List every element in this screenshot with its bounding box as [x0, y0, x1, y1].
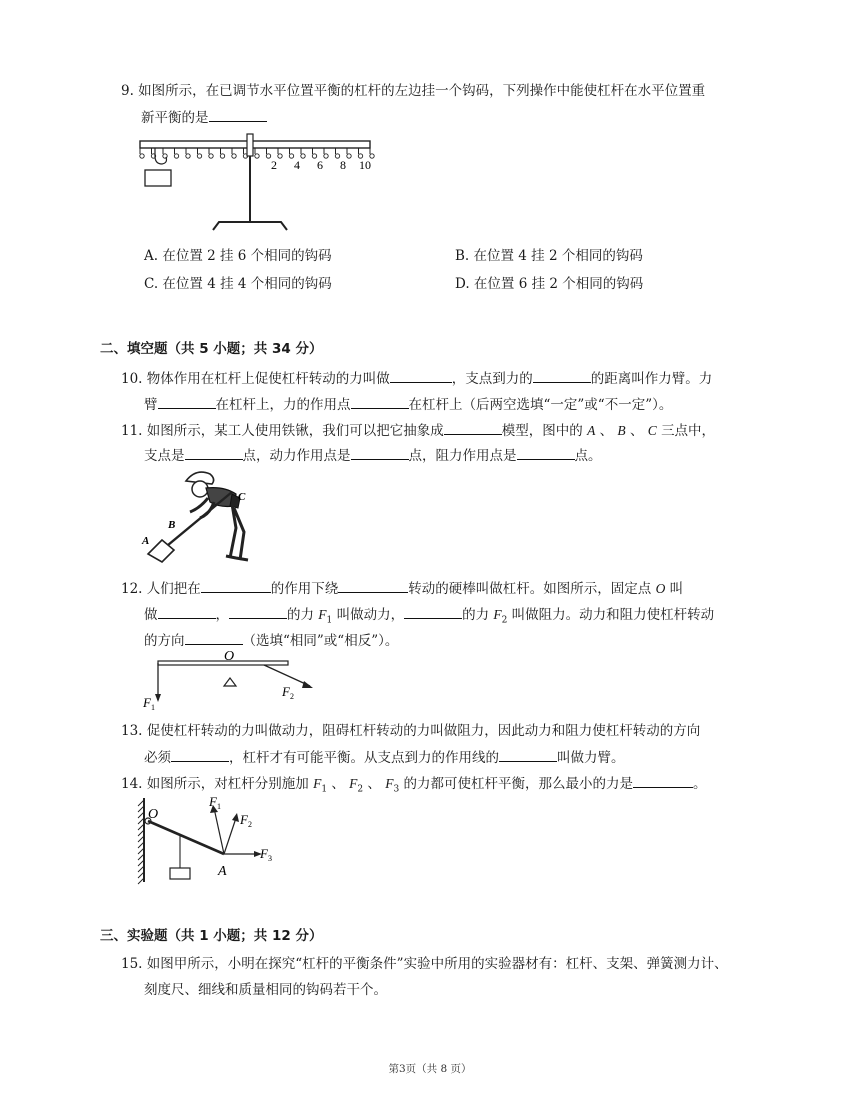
f2-arrowhead — [302, 681, 313, 688]
lever-bar — [158, 661, 288, 665]
f1-label-sub: 1 — [217, 802, 221, 811]
q12-line3: 的方向 （选填“相同”或“相反”）。 — [144, 630, 398, 650]
lever-hook-loop — [301, 154, 305, 158]
q13-line1: 13. 促使杠杆转动的力叫做动力，阻碍杠杆转动的力叫做阻力，因此动力和阻力使杠杆转动的方向 — [121, 723, 701, 739]
answer-blank — [201, 578, 271, 593]
lever-hook-loop — [324, 154, 328, 158]
f1-label-sub: 1 — [151, 703, 155, 712]
lever-hook-loop — [186, 154, 190, 158]
lever-hook-loop — [209, 154, 213, 158]
q9-option-c[interactable]: C. 在位置 4 挂 4 个相同的钩码 — [144, 276, 332, 292]
answer-blank — [229, 604, 287, 619]
lever-hook-loop — [140, 154, 144, 158]
point-a-label: A — [142, 535, 150, 547]
answer-blank — [185, 445, 243, 460]
q12-line2: 做 ， 的力 $F_1$ 叫做动力， 的力 $F_2$ 叫做阻力。动力和阻力使杠杆转动 — [144, 604, 714, 630]
worker-feet — [226, 556, 248, 560]
q9-stem-line2: 新平衡的是 — [141, 107, 267, 127]
f2-label: F — [282, 684, 290, 699]
answer-blank — [351, 445, 409, 460]
answer-blank — [158, 604, 216, 619]
weight-icon — [145, 170, 171, 186]
f1-arrowhead — [155, 694, 161, 702]
q9-option-b[interactable]: B. 在位置 4 挂 2 个相同的钩码 — [455, 248, 643, 264]
lever-bar — [140, 141, 370, 148]
lever-pivot-bracket — [247, 134, 253, 156]
q12-lever-figure — [142, 648, 322, 710]
answer-blank — [390, 368, 452, 383]
q14-line1: 14. 如图所示，对杠杆分别施加 $F_1$ 、 $F_2$ 、 $F_3$ 的力都可使杠杆平衡，那么最小的力是 。 — [121, 773, 707, 799]
q11-line1: 11. 如图所示，某工人使用铁锹，我们可以把它抽象成 模型，图中的 A 、 B 、 C 三点中， — [121, 420, 715, 440]
answer-blank — [404, 604, 462, 619]
point-b-label: B — [168, 519, 176, 531]
point-c-label: C — [238, 491, 246, 503]
f1-label: F — [143, 695, 151, 710]
point-a-label: A — [218, 864, 227, 879]
q11-line2: 支点是 点，动力作用点是 点，阻力作用点是 点。 — [144, 445, 602, 465]
answer-blank — [185, 630, 243, 645]
hook-icon — [155, 148, 167, 164]
lever-stand-base — [213, 222, 287, 230]
f3-label-sub: 3 — [268, 854, 272, 863]
section-2-heading: 二、填空题（共 5 小题；共 34 分） — [100, 341, 323, 357]
section-3-heading: 三、实验题（共 1 小题；共 12 分） — [100, 928, 323, 944]
page-footer: 第3页（共 8 页） — [388, 1063, 472, 1075]
f2-arrow — [264, 665, 310, 686]
q10-line1: 10. 物体作用在杠杆上促使杠杆转动的力叫做 ，支点到力的 的距离叫作力臂。力 — [121, 368, 712, 388]
lever-position-label: 6 — [317, 158, 323, 172]
f2-label-sub: 2 — [290, 692, 294, 701]
lever-hook-loop — [347, 154, 351, 158]
answer-blank — [533, 368, 591, 383]
q9-option-a[interactable]: A. 在位置 2 挂 6 个相同的钩码 — [144, 248, 332, 264]
answer-blank — [171, 747, 229, 762]
lever-hook-loop — [232, 154, 236, 158]
worker-legs — [230, 504, 244, 560]
worker-head — [192, 481, 208, 497]
f2-label: F — [240, 812, 248, 827]
answer-blank — [209, 107, 267, 122]
q9-stem-line1: 9. 如图所示，在已调节水平位置平衡的杠杆的左边挂一个钩码，下列操作中能使杠杆在水平位置重 — [121, 83, 706, 99]
q9-lever-figure — [135, 132, 385, 237]
lever-position-label: 4 — [294, 158, 300, 172]
lever-position-label: 10 — [359, 158, 371, 172]
q9-option-d[interactable]: D. 在位置 6 挂 2 个相同的钩码 — [455, 276, 644, 292]
answer-blank — [444, 420, 502, 435]
f3-label: F — [260, 846, 268, 861]
q12-line1: 12. 人们把在 的作用下绕 转动的硬棒叫做杠杆。如图所示，固定点 O 叫 — [121, 578, 683, 598]
lever-bar — [148, 821, 224, 854]
f1-arrow — [214, 808, 224, 854]
q11-worker-shovel-figure — [140, 468, 252, 566]
pivot-o-label: O — [148, 807, 159, 822]
answer-blank — [351, 394, 409, 409]
lever-hook-loop — [255, 154, 259, 158]
lever-position-label: 8 — [340, 158, 346, 172]
q13-line2: 必须 ，杠杆才有可能平衡。从支点到力的作用线的 叫做力臂。 — [144, 747, 625, 767]
answer-blank — [338, 578, 408, 593]
answer-blank — [517, 445, 575, 460]
lever-hook-loop — [174, 154, 178, 158]
lever-position-label: 2 — [271, 158, 277, 172]
lever-hook-loop — [278, 154, 282, 158]
f1-label: F — [209, 794, 217, 809]
answer-blank — [633, 773, 693, 788]
lever-hook-loop — [220, 154, 224, 158]
q14-lever-figure — [132, 796, 282, 886]
q15-line1: 15. 如图甲所示，小明在探究“杠杆的平衡条件”实验中所用的实验器材有：杠杆、支架、弹簧测力计、 — [121, 956, 728, 972]
f2-arrow — [224, 818, 236, 854]
answer-blank — [499, 747, 557, 762]
f2-label-sub: 2 — [248, 820, 252, 829]
q10-line2: 臂 在杠杆上，力的作用点 在杠杆上（后两空选填“一定”或“不一定”）。 — [144, 394, 672, 414]
weight-icon — [170, 868, 190, 879]
fulcrum-triangle — [224, 678, 236, 686]
fulcrum-label-o: O — [224, 649, 235, 664]
f2-arrowhead — [232, 813, 239, 822]
lever-hook-loop — [197, 154, 201, 158]
answer-blank — [158, 394, 216, 409]
q15-line2: 刻度尺、细线和质量相同的钩码若干个。 — [144, 982, 387, 998]
